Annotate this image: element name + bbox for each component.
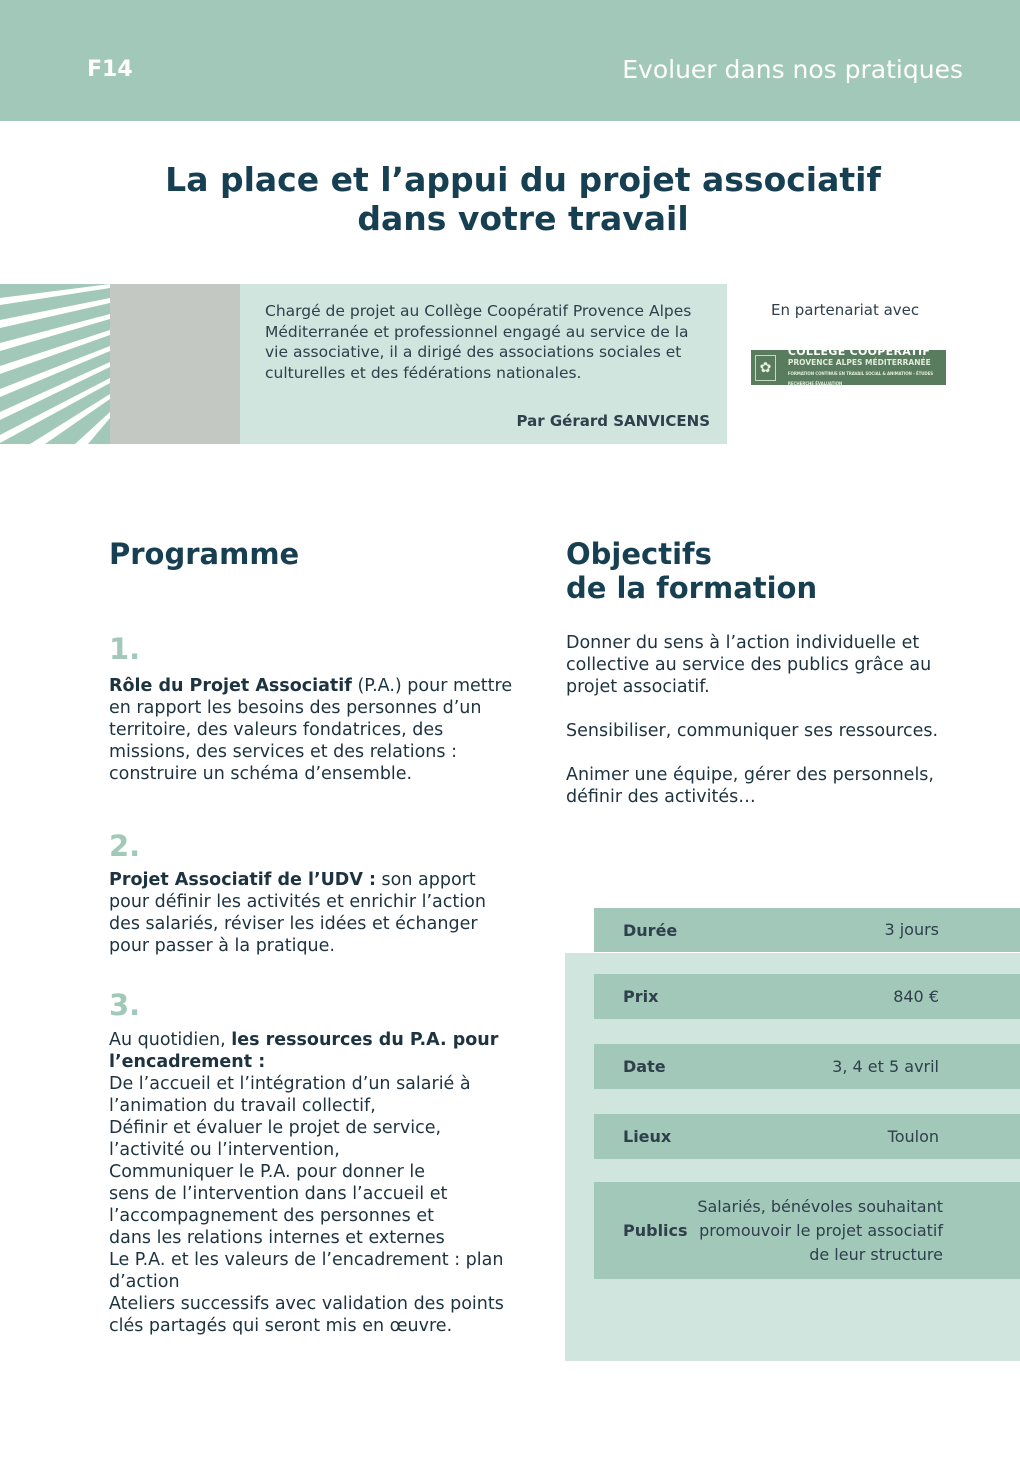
info-value: 3, 4 et 5 avril — [832, 1056, 939, 1076]
objectif-paragraph: Animer une équipe, gérer des personnels, définir des activités… — [566, 765, 934, 807]
objectifs-heading-line-2: de la formation — [566, 571, 818, 605]
author-name: Par Gérard SANVICENS — [516, 412, 710, 430]
decorative-stripes — [0, 284, 110, 444]
programme-item-number: 3. — [109, 988, 141, 1022]
info-label: Durée — [623, 920, 678, 940]
info-row-prix — [594, 974, 1020, 1019]
info-value: 840 € — [893, 986, 939, 1006]
info-label: Publics — [623, 1221, 688, 1240]
info-row-date — [594, 1044, 1020, 1089]
info-label: Date — [623, 1057, 666, 1076]
programme-item-bold: Projet Associatif de l’UDV : — [109, 870, 376, 890]
objectifs-list — [566, 632, 956, 830]
info-row-publics — [594, 1182, 1020, 1279]
objectifs-heading — [566, 537, 817, 605]
programme-item-number: 2. — [109, 829, 141, 863]
programme-item-intro-text: Au quotidien, — [109, 1030, 232, 1050]
info-value: Salariés, bénévoles souhaitant promouvoir le projet associatif de leur structure — [697, 1196, 943, 1264]
page-title-line-2: dans votre travail — [357, 199, 689, 238]
info-label: Lieux — [623, 1127, 672, 1146]
programme-item-number: 1. — [109, 632, 141, 666]
objectifs-heading-line-1: Objectifs — [566, 537, 712, 571]
photo-placeholder — [110, 284, 240, 444]
programme-sub-item: Communiquer le P.A. pour donner le sens de l’intervention dans l’accueil et l’accompagnement des personnes et dans les relations internes et externes — [109, 1162, 448, 1248]
partner-logo-text — [787, 344, 946, 389]
programme-sub-item: Définir et évaluer le projet de service, l’activité ou l’intervention, — [109, 1118, 442, 1160]
programme-item-2 — [109, 869, 519, 957]
sheet-code: F14 — [87, 57, 133, 82]
partner-logo-tagline: FORMATION CONTINUE EN TRAVAIL SOCIAL & ANIMATION - ÉTUDES RECHERCHE ÉVALUATION — [787, 370, 933, 386]
partner-logo-name: COLLÈGE COOPÉRATIF — [787, 344, 931, 358]
author-bio-box — [240, 284, 727, 444]
stripes-pattern — [0, 284, 110, 444]
author-bio-text: Chargé de projet au Collège Coopératif Provence Alpes Méditerranée et professionnel engagé au service de la vie associative, il a dirigé des associations sociales et culturelles et des fédérations nationales. — [265, 302, 692, 382]
objectif-paragraph: Donner du sens à l’action individuelle et collective au service des publics grâce au projet associatif. — [566, 633, 932, 697]
programme-sub-item: Le P.A. et les valeurs de l’encadrement : plan d’action — [109, 1250, 504, 1292]
page-title — [0, 160, 1020, 238]
cooperative-logo-icon: ✿ — [755, 355, 776, 381]
programme-item-intro — [109, 1029, 519, 1073]
partner-label: En partenariat avec — [771, 301, 920, 319]
partner-logo-region: PROVENCE ALPES MÉDITERRANÉE — [787, 357, 931, 367]
info-row-duree — [594, 908, 1020, 952]
info-row-lieux — [594, 1114, 1020, 1159]
info-value: 3 jours — [884, 920, 939, 939]
programme-sub-item: De l’accueil et l’intégration d’un salarié à l’animation du travail collectif, — [109, 1074, 471, 1116]
info-label: Prix — [623, 987, 659, 1006]
section-title: Evoluer dans nos pratiques — [622, 55, 963, 84]
info-value: Toulon — [887, 1126, 939, 1146]
programme-item-3 — [109, 1029, 519, 1337]
programme-heading: Programme — [109, 537, 300, 571]
programme-item-bold: les ressources du P.A. pour l’encadrement : — [109, 1030, 499, 1072]
page-title-line-1: La place et l’appui du projet associatif — [165, 160, 881, 199]
programme-item-bold: Rôle du Projet Associatif — [109, 676, 352, 696]
programme-item-1 — [109, 675, 519, 785]
programme-sub-item: Ateliers successifs avec validation des points clés partagés qui seront mis en œuvre. — [109, 1294, 504, 1336]
objectif-paragraph: Sensibiliser, communiquer ses ressources. — [566, 721, 939, 741]
partner-logo — [751, 344, 946, 386]
programme-item-text: son apport pour définir les activités et enrichir l’action des salariés, réviser les idées et échanger pour passer à la pratique. — [109, 870, 486, 956]
programme-item-text: (P.A.) pour mettre en rapport les besoins des personnes d’un territoire, des valeurs fondatrices, des missions, des services et des relations : construire un schéma d’ensemble. — [109, 676, 513, 784]
